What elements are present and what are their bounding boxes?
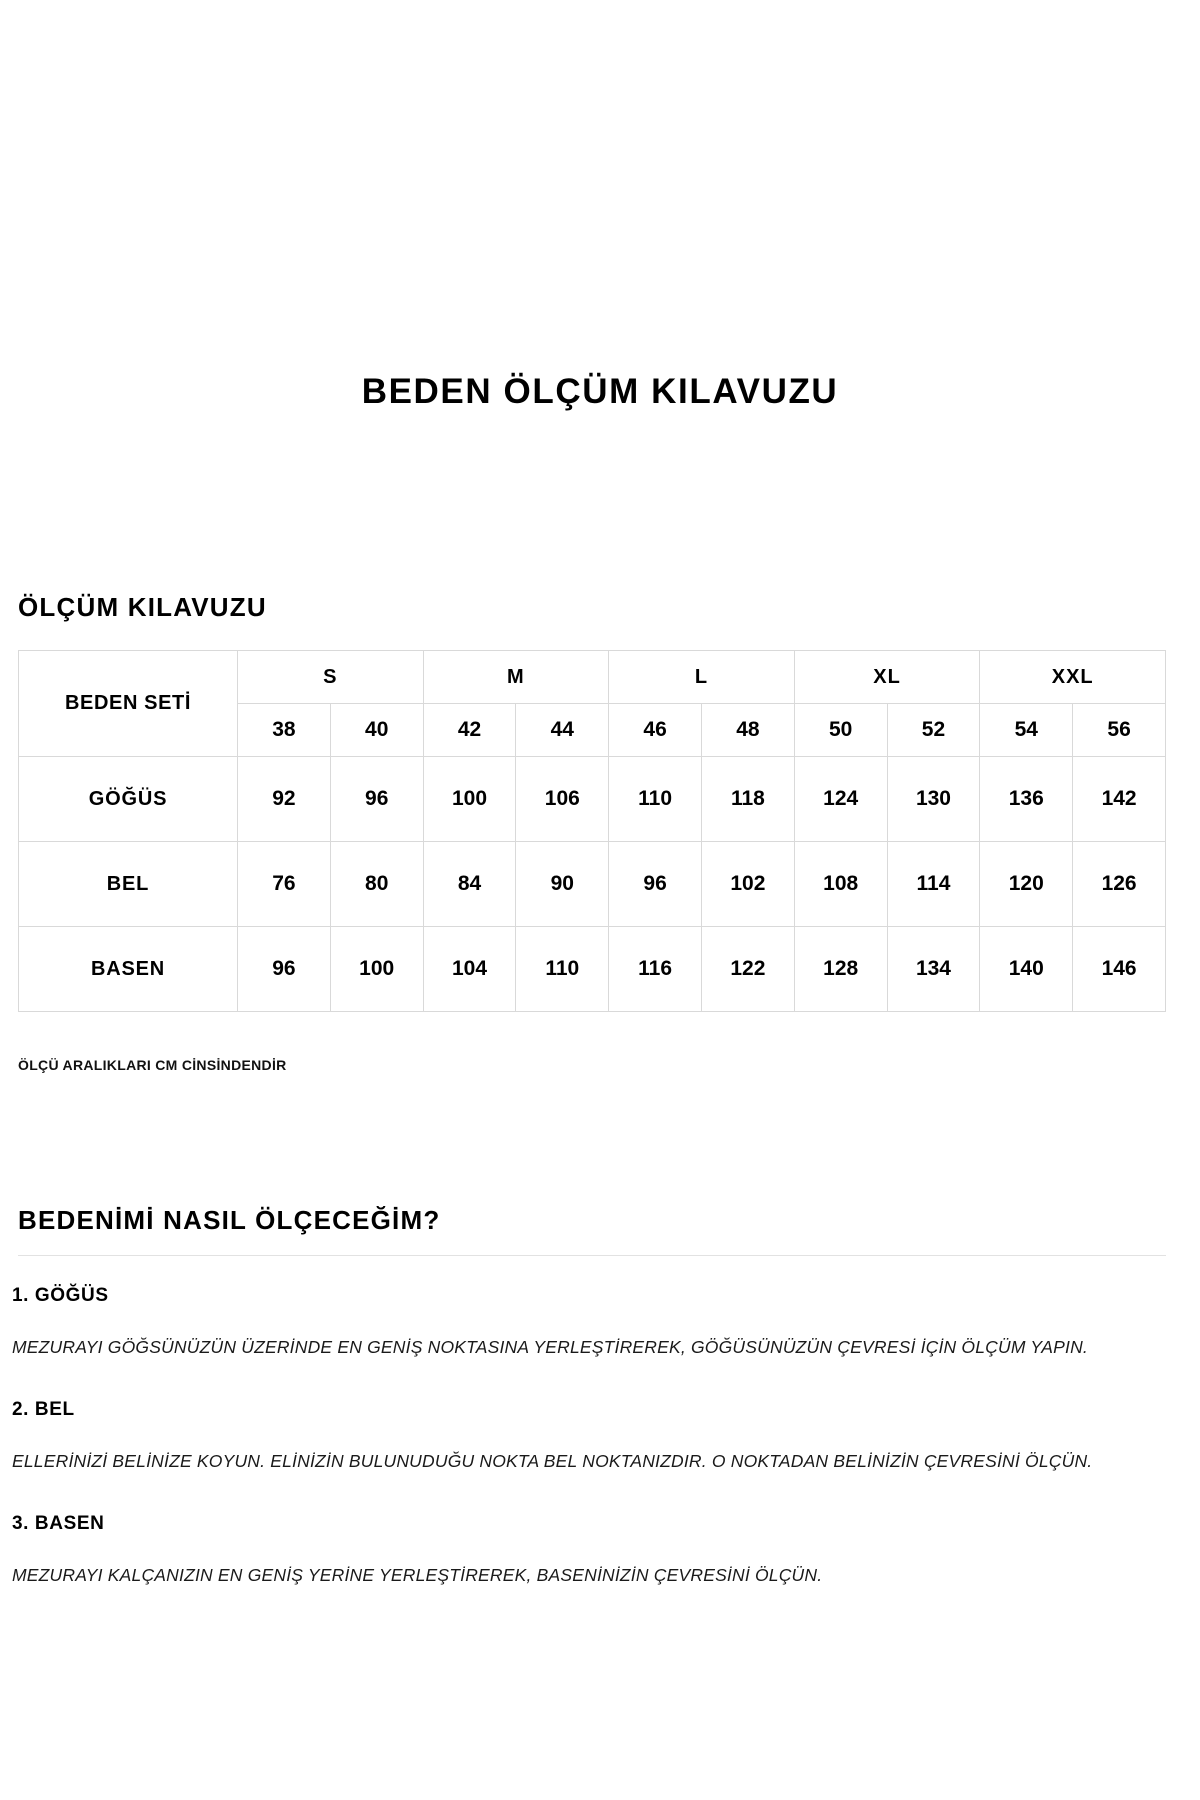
page-title: BEDEN ÖLÇÜM KILAVUZU (361, 372, 839, 411)
how-to-measure-heading: BEDENİMİ NASIL ÖLÇECEĞİM? (18, 1205, 441, 1235)
numeric-size-cell: 46 (609, 704, 702, 757)
measurement-cell: 124 (794, 757, 887, 842)
measurement-cell: 84 (423, 842, 516, 927)
size-group-m: M (423, 651, 609, 704)
size-group-l: L (609, 651, 795, 704)
measurement-cell: 80 (330, 842, 423, 927)
row-label-gogus: GÖĞÜS (19, 757, 238, 842)
numeric-size-cell: 48 (701, 704, 794, 757)
table-row (19, 842, 1166, 927)
measurement-cell: 104 (423, 927, 516, 1012)
measurement-cell: 92 (238, 757, 331, 842)
numeric-size-cell: 42 (423, 704, 516, 757)
measurement-cell: 118 (701, 757, 794, 842)
numeric-size-cell: 54 (980, 704, 1073, 757)
measurement-cell: 110 (516, 927, 609, 1012)
measurement-cell: 130 (887, 757, 980, 842)
numeric-size-cell: 40 (330, 704, 423, 757)
table-row-size-groups (19, 651, 1166, 704)
measurement-cell: 142 (1073, 757, 1166, 842)
measurement-cell: 76 (238, 842, 331, 927)
measurement-cell: 100 (423, 757, 516, 842)
numeric-size-cell: 56 (1073, 704, 1166, 757)
measurement-cell: 100 (330, 927, 423, 1012)
measurement-cell: 96 (238, 927, 331, 1012)
measurement-guide-heading: ÖLÇÜM KILAVUZU (18, 592, 267, 622)
measurement-cell: 120 (980, 842, 1073, 927)
table-row (19, 927, 1166, 1012)
measurement-cell: 134 (887, 927, 980, 1012)
measurement-cell: 146 (1073, 927, 1166, 1012)
numeric-size-cell: 44 (516, 704, 609, 757)
measurement-cell: 96 (330, 757, 423, 842)
measurement-cell: 122 (701, 927, 794, 1012)
step-title-basen: 3. BASEN (12, 1513, 105, 1534)
row-label-bel: BEL (19, 842, 238, 927)
measurement-cell: 128 (794, 927, 887, 1012)
measurement-cell: 114 (887, 842, 980, 927)
size-group-xxl: XXL (980, 651, 1166, 704)
measurement-cell: 116 (609, 927, 702, 1012)
measurement-cell: 96 (609, 842, 702, 927)
table-header-beden-seti: BEDEN SETİ (19, 651, 238, 757)
measurement-cell: 126 (1073, 842, 1166, 927)
size-group-xl: XL (794, 651, 980, 704)
numeric-size-cell: 52 (887, 704, 980, 757)
step-title-gogus: 1. GÖĞÜS (12, 1285, 109, 1306)
table-unit-note: ÖLÇÜ ARALIKLARI CM CİNSİNDENDİR (18, 1057, 287, 1073)
size-group-s: S (238, 651, 424, 704)
measurement-cell: 102 (701, 842, 794, 927)
divider (18, 1255, 1166, 1256)
measurement-cell: 110 (609, 757, 702, 842)
step-text-bel: ELLERİNİZİ BELİNİZE KOYUN. ELİNİZİN BULUNUDUĞU NOKTA BEL NOKTANIZDIR. O NOKTADAN BELİNİZİN ÇEVRESİNİ ÖLÇÜN. (12, 1451, 1093, 1471)
measurement-cell: 140 (980, 927, 1073, 1012)
measurement-cell: 90 (516, 842, 609, 927)
numeric-size-cell: 50 (794, 704, 887, 757)
measurement-cell: 106 (516, 757, 609, 842)
table-row (19, 757, 1166, 842)
measurement-cell: 136 (980, 757, 1073, 842)
measurement-cell: 108 (794, 842, 887, 927)
step-title-bel: 2. BEL (12, 1399, 75, 1420)
step-text-gogus: MEZURAYI GÖĞSÜNÜZÜN ÜZERİNDE EN GENİŞ NOKTASINA YERLEŞTİREREK, GÖĞÜSÜNÜZÜN ÇEVRESİ İÇİN ÖLÇÜM YAPIN. (12, 1337, 1088, 1357)
size-table (18, 650, 1166, 1012)
size-table-wrapper (18, 650, 1166, 1012)
step-text-basen: MEZURAYI KALÇANIZIN EN GENİŞ YERİNE YERLEŞTİREREK, BASENİNİZİN ÇEVRESİNİ ÖLÇÜN. (12, 1565, 823, 1585)
numeric-size-cell: 38 (238, 704, 331, 757)
row-label-basen: BASEN (19, 927, 238, 1012)
